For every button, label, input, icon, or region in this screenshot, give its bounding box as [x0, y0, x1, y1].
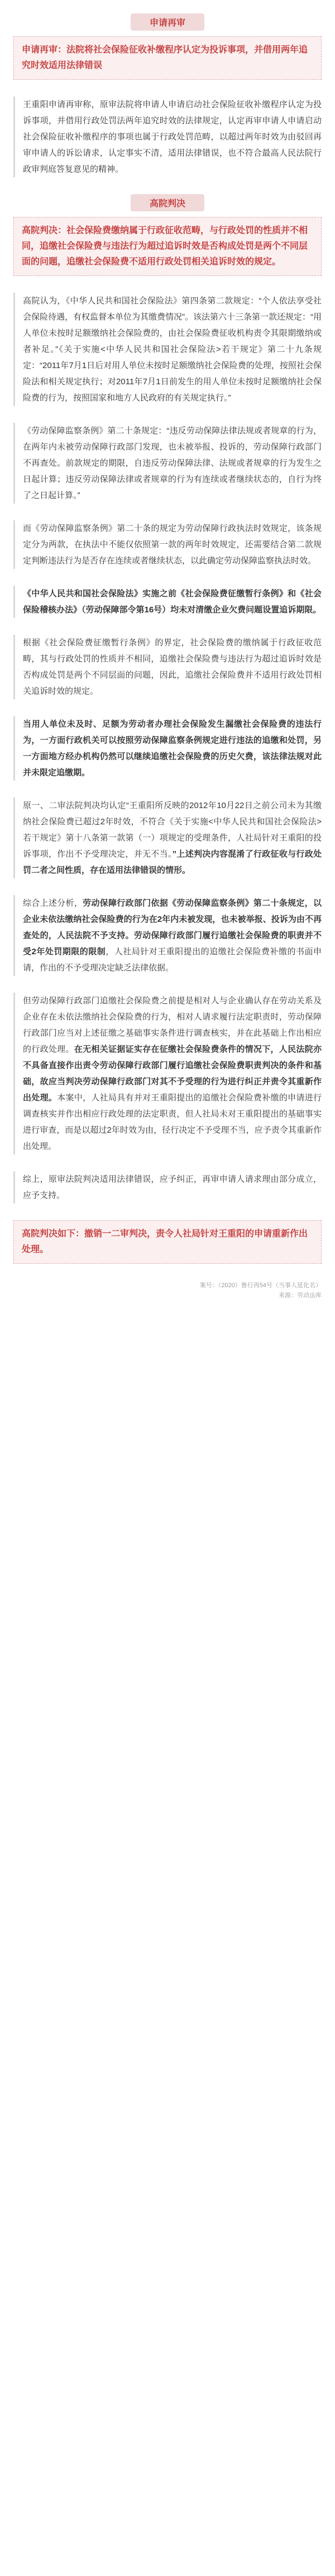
investigation-emphasis: 在无相关证据证实存在征缴社会保险费条件的情况下，人民法院亦不具备直接作出责令劳动保障行政部门履行追缴社会保险费职责判决的条件和基础，故应当判决劳动保障行政部门对其不予受理的行为进行纠正并责令其重新作出处理。 — [23, 1045, 322, 1103]
section-header-retrial-application — [13, 13, 322, 31]
enforcement-time-limit-paragraph: 而《劳动保障监察条例》第二十条的规定为劳动保障行政执法时效规定，该条规定分为两款，在执法中不能仅依照第一款的两年时效规定，还需要结合第二款规定判断违法行为是否存在连续或者继续状态，以此确定劳动保障监察执法时效。 — [23, 524, 322, 566]
legal-basis-paragraph: 高院认为，《中华人民共和国社会保险法》第四条第二款规定：“个人依法享受社会保险待遇，有权监督本单位为其缴费情况”。该法第六十三条第一款还规定：“用人单位未按时足额缴纳社会保险费的，由社会保险费征收机构责令其限期缴纳或者补足。”《关于实施<中华人民共和国社会保险法>若干规定》第二十九条规定：“2011年7月1日后对用人单位未按时足额缴纳社会保险费的处理，按照社会保险法和相关规定执行；对2011年7月1日前发生的用人单位未按时足额缴纳社会保险费的行为，按照国家和地方人民政府的有关规定执行。” — [23, 296, 322, 403]
labor-inspection-paragraph: 《劳动保障监察条例》第二十条规定：“违反劳动保障法律法规或者规章的行为，在两年内未被劳动保障行政部门发现，也未被举报、投诉的，劳动保障行政部门不再查处。前款规定的期限，自违反劳动保障法律、法规或者规章的行为发生之日起计算；违反劳动保障法律或者规章的行为有连续或者继续状态的，自行为终了之日起计算。” — [23, 426, 322, 500]
investigation-block — [13, 993, 322, 1154]
conclusion-emphasis: 劳动保障行政部门依据《劳动保障监察条例》第二十条规定，以企业未依法缴纳社会保险费的行为在2年内未被发现，也未被举报、投诉为由不再查处的，人民法院不予支持。劳动保障行政部门履行追缴社会保险费的职责并不受2年处罚期限的限制 — [23, 898, 322, 956]
regulation-history-block — [13, 586, 322, 618]
employer-violation-paragraph: 当用人单位未及时、足额为劳动者办理社会保险发生漏缴社会保险费的违法行为，一方面行政机关可以按照劳动保障监察条例规定进行违法的追缴和处罚，另一方面地方经办机构仍然可以继续追缴社会保险费的历史欠费，该法律法规对此并未限定追缴期。 — [23, 719, 322, 777]
judgment-summary-box: 高院判决：社会保险费缴纳属于行政征收范畴，与行政处罚的性质并不相同，追缴社会保险费与违法行为超过追诉时效是否构成处罚是两个不同层面的问题，追缴社会保险费不适用行政处罚相关追诉时效的规定。 — [13, 217, 322, 276]
section-label: 高院判决 — [131, 194, 204, 211]
footer — [13, 1280, 322, 1301]
case-number: 案号：（2020）鲁行再54号（当事人延化名） — [199, 1282, 322, 1289]
conclusion-block — [13, 895, 322, 976]
final-paragraph: 综上，原审法院判决适用法律错误，应予纠正，再审申请人请求理由部分成立，应予支持。 — [23, 1175, 322, 1200]
retrial-summary-box: 申请再审：法院将社会保险征收补缴程序认定为投诉事项，并借用两年追究时效适用法律错误 — [13, 36, 322, 80]
conclusion-paragraph — [23, 895, 322, 976]
retrial-argument-block — [13, 96, 322, 177]
source-credit: 来源：劳动法库 — [279, 1292, 322, 1299]
original-trial-emphasis: ”上述判决内容混淆了行政征收与行政处罚二者之间性质，存在适用法律错误的情形。 — [23, 849, 322, 875]
investigation-text-3: 本案中，人社局具有并对王重阳提出的追缴社会保险费补缴的申请进行调查核实并作出相应行政处理的法定职责，但人社局未对王重阳提出的基础事实进行审查，而是以超过2年时效为由，径行决定不予受理不当，应予责令其重新作出处理。 — [23, 1093, 322, 1151]
final-judgment-box: 高院判决如下：撤销一二审判决，责令人社局针对王重阳的申请重新作出处理。 — [13, 1220, 322, 1264]
legal-basis-block — [13, 293, 322, 406]
section-label: 申请再审 — [131, 13, 204, 31]
retrial-argument-paragraph: 王重阳申请再审称，原审法院将申请人申请启动社会保险征收补缴程序认定为投诉事项，并借用行政处罚法两年追究时效的法律规定，认定再审申请人申请启动社会保险征收补缴程序的事项也属于行政处罚范畴，以超过两年时效为由驳回再审申请人的诉讼请求，认定事实不清，适用法律错误，也不符合最高人民法院行政审判庭答复意见的精神。 — [23, 100, 322, 174]
conclusion-intro: 综合上述分析， — [23, 898, 83, 908]
conclusion-tail: ，人社局针对王重阳提出的追缴社会保险费补缴的书面申请，作出的不予受理决定缺乏法律依据。 — [23, 947, 322, 973]
regulation-history-paragraph: 《中华人民共和国社会保险法》实施之前《社会保险费征缴暂行条例》和《社会保险稽核办法》（劳动保障部令第16号）均未对清缴企业欠费问题设置追诉期限。 — [23, 589, 322, 615]
investigation-paragraph — [23, 993, 322, 1154]
final-block — [13, 1171, 322, 1204]
labor-inspection-block — [13, 423, 322, 504]
nature-comparison-block — [13, 635, 322, 699]
original-trial-paragraph — [23, 798, 322, 878]
original-trial-block — [13, 798, 322, 878]
enforcement-time-limit-block — [13, 520, 322, 569]
original-trial-text: 原一、二审法院判决均认定“王重阳所反映的2012年10月22日之前公司未为其缴纳社会保险费已超过2年时效，不符合《关于实施<中华人民共和国社会保险法>若干规定》第十八条第一款第（一）项规定的受理条件，人社局针对王重阳的投诉事项，作出不予受理决定，并无不当。 — [23, 801, 322, 859]
nature-comparison-paragraph: 根据《社会保险费征缴暂行条例》的界定，社会保险费的缴纳属于行政征收范畴，其与行政处罚的性质并不相同，追缴社会保险费与违法行为超过追诉时效是否构成处罚是两个不同层面的问题，因此，追缴社会保险费并不适用行政处罚相关追诉时效的规定。 — [23, 638, 322, 696]
investigation-text-1: 但劳动保障行政部门追缴社会保险费之前提是相对人与企业确认存在劳动关系及企业存在未依法缴纳社会保险费的行为，相对人请求履行法定职责时，劳动保障行政部门应当对上述征缴之基础事实条件进行调查核实，并在此基础上作出相应的行政处理。 — [23, 996, 322, 1054]
section-header-retrial-judgment — [13, 194, 322, 211]
employer-violation-block — [13, 716, 322, 781]
